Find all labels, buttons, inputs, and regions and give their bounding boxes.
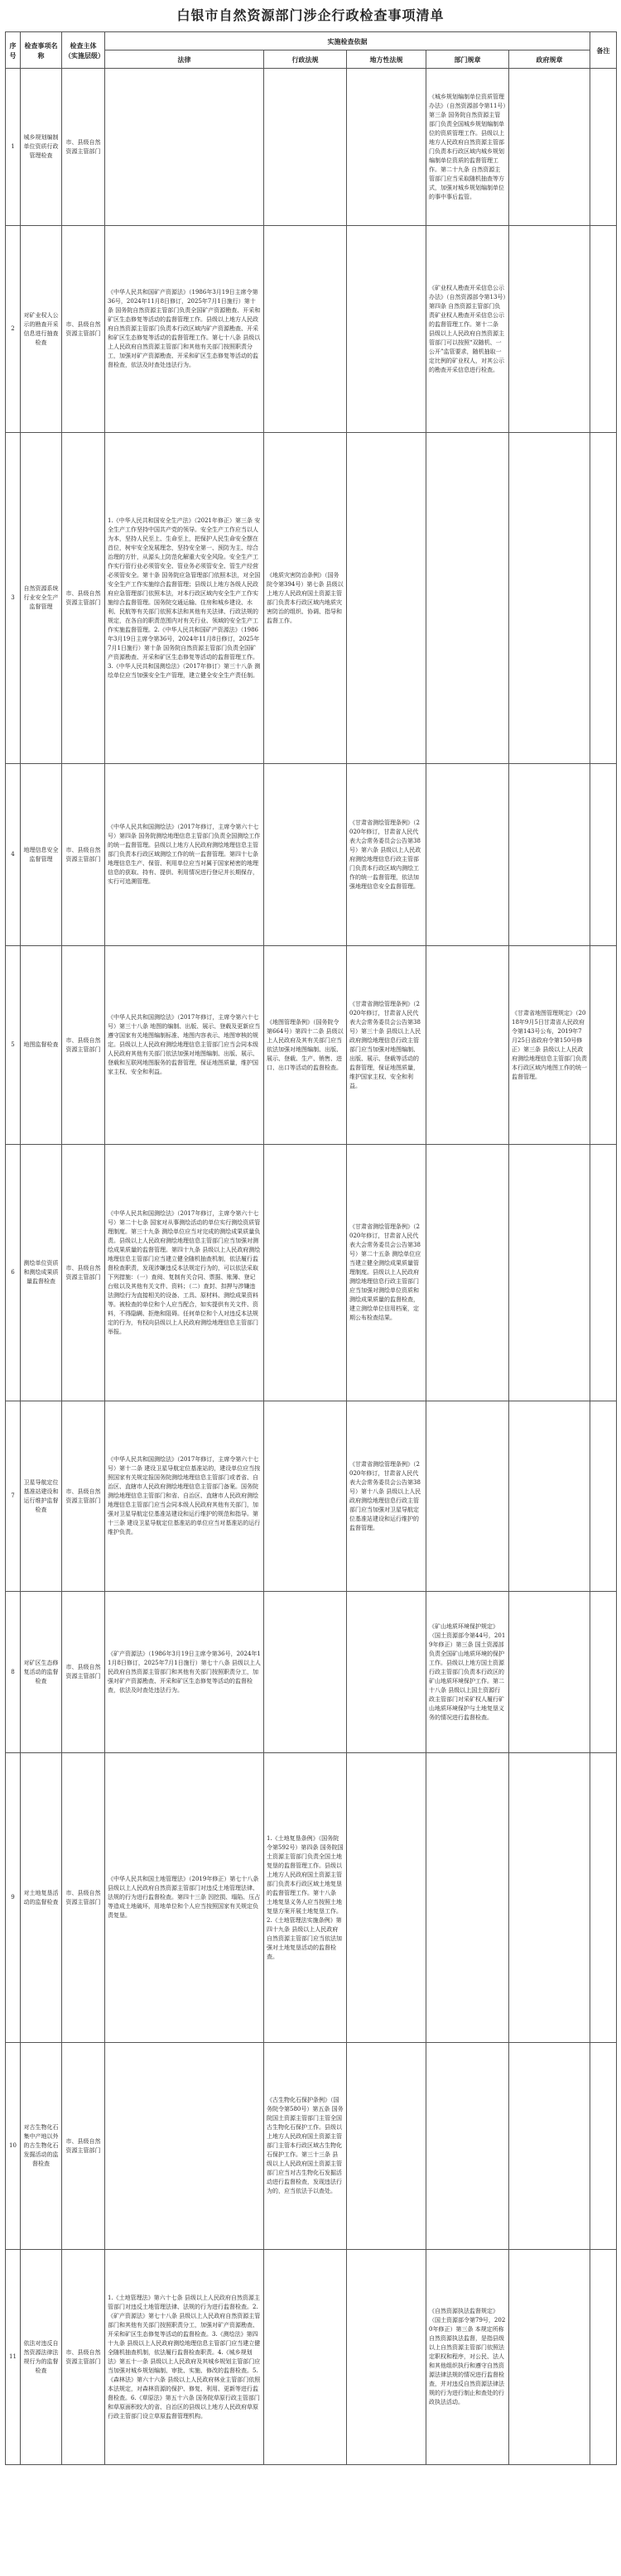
header-dept-rule: 部门规章 [426, 50, 509, 69]
table-header-row [6, 32, 617, 50]
table-body [6, 69, 617, 2465]
row-item-name: 依法对违反自然资源法律法规行为的监督检查 [21, 2250, 62, 2465]
row-item-name: 对矿区生态修复活动的监督检查 [21, 1592, 62, 1753]
row-no: 4 [6, 764, 21, 946]
row-law: 《中华人民共和国土地管理法》（2019年修正）第七十八条 县级以上人民政府自然资源主管部门对违反土地管理法律、法规的行为进行监督检查。第四十三条 因挖损、塌陷、压占等造成土地破坏，用地单位和个人应当按照国家有关规定负责复垦。 [105, 1753, 264, 2043]
row-law: 《中华人民共和国测绘法》（2017年修订，主席令第六十七号）第三十八条 地图的编制、出版、展示、登载及更新应当遵守国家有关地图编制标准、地图内容表示、地图审核的规定。县级以上人民政府测绘地理信息主管部门应当会同本级人民政府其他有关部门依法加强对地图编制、出版、展示、登载和互联网地图服务的监督管理，保证地图质量，维护国家主权、安全和利益。 [105, 946, 264, 1145]
row-dept-rule: 《矿山地质环境保护规定》（国土资源部令第44号，2019年修正）第三条 国土资源部负责全国矿山地质环境的保护工作。县级以上地方国土资源行政主管部门负责本行政区的矿山地质环境保护工作。第二十八条 县级以上国土资源行政主管部门对采矿权人履行矿山地质环境保护与土地复垦义务的情况进行监督检查。 [426, 1592, 509, 1753]
row-dept-rule [426, 1401, 509, 1592]
row-subject: 市、县级自然资源主管部门 [62, 764, 105, 946]
row-law: 1.《中华人民共和国安全生产法》（2021年修正）第三条 安全生产工作坚持中国共产党的领导。安全生产工作应当以人为本，坚持人民至上、生命至上，把保护人民生命安全摆在首位，树牢安全发展理念，坚持安全第一、预防为主、综合治理的方针，从源头上防范化解重大安全风险。安全生产工作实行管行业必须管安全、管业务必须管安全、管生产经营必须管安全。第十条 国务院应急管理部门依照本法，对全国安全生产工作实施综合监督管理；县级以上地方各级人民政府应急管理部门依照本法，对本行政区域内安全生产工作实施综合监督管理。国务院交通运输、住房和城乡建设、水利、民航等有关部门依照本法和其他有关法律、行政法规的规定，在各自的职责范围内对有关行业、领域的安全生产工作实施监督管理。2.《中华人民共和国矿产资源法》（1986年3月19日主席令第36号，2024年11月8日修订，2025年7月1日施行）第十条 国务院自然资源主管部门负责全国矿产资源勘查、开采和矿区生态修复等活动的监督管理工作。3.《中华人民共和国测绘法》（2017年修订）第三十八条 测绘单位应当加强安全生产管理，建立健全安全生产责任制。 [105, 433, 264, 764]
row-no: 6 [6, 1145, 21, 1401]
row-item-name: 地理信息安全监督管理 [21, 764, 62, 946]
row-item-name: 城乡规划编制单位资质行政管理检查 [21, 69, 62, 226]
row-note [590, 2043, 617, 2250]
header-admin-reg: 行政法规 [264, 50, 347, 69]
row-admin-reg: 《古生物化石保护条例》（国务院令第580号）第五条 国务院国土资源主管部门主管全国古生物化石保护工作。县级以上地方人民政府国土资源主管部门主管本行政区域古生物化石保护工作。第三十三条 县级以上人民政府国土资源主管部门应当对古生物化石发掘活动进行监督检查，发现违法行为的，应当依法予以查处。 [264, 2043, 347, 2250]
row-admin-reg [264, 2250, 347, 2465]
row-note [590, 1401, 617, 1592]
row-admin-reg: 《地质灾害防治条例》（国务院令第394号）第七条 县级以上地方人民政府国土资源主管部门负责本行政区域内地质灾害防治的组织、协调、指导和监督工作。 [264, 433, 347, 764]
header-item: 检查事项名称 [21, 32, 62, 69]
row-no: 7 [6, 1401, 21, 1592]
row-local-reg: 《甘肃省测绘管理条例》（2020年修订，甘肃省人民代表大会常务委员会公告第38号）第十八条 县级以上人民政府测绘地理信息行政主管部门应当加强对卫星导航定位基准站建设和运行维护的监督管理。 [347, 1401, 426, 1592]
table-row [6, 1401, 617, 1592]
row-local-reg [347, 433, 426, 764]
row-note [590, 69, 617, 226]
row-dept-rule [426, 764, 509, 946]
row-dept-rule [426, 946, 509, 1145]
row-dept-rule: 《矿业权人勘查开采信息公示办法》（自然资源部令第13号）第四条 自然资源主管部门负责矿业权人勘查开采信息公示的监督管理工作。第十二条 县级以上人民政府自然资源主管部门可以按照“双随机、一公开”监管要求，随机抽取一定比例的矿业权人，对其公示的勘查开采信息进行检查。 [426, 226, 509, 433]
table-row [6, 1753, 617, 2043]
row-no: 2 [6, 226, 21, 433]
row-law: 《矿产资源法》（1986年3月19日主席令第36号，2024年11月8日修订，2025年7月1日施行）第七十八条 县级以上人民政府自然资源主管部门和其他有关部门按照职责分工，加强对矿产资源勘查、开采和矿区生态修复等活动的监督检查，依法及时查处违法行为。 [105, 1592, 264, 1753]
page-title: 白银市自然资源部门涉企行政检查事项清单 [176, 7, 445, 23]
row-local-reg [347, 226, 426, 433]
header-basis: 实施检查依据 [105, 32, 590, 50]
row-note [590, 1145, 617, 1401]
row-subject: 市、县级自然资源主管部门 [62, 69, 105, 226]
row-admin-reg: 《地图管理条例》（国务院令第664号）第四十二条 县级以上人民政府及其有关部门应当依法加强对地图编制、出版、展示、登载、生产、销售、进口、出口等活动的监督检查。 [264, 946, 347, 1145]
row-item-name: 地图监督检查 [21, 946, 62, 1145]
table-row [6, 69, 617, 226]
row-subject: 市、县级自然资源主管部门 [62, 1145, 105, 1401]
row-local-reg [347, 1592, 426, 1753]
row-dept-rule [426, 1145, 509, 1401]
row-dept-rule [426, 2043, 509, 2250]
row-gov-rule [509, 1401, 590, 1592]
row-subject: 市、县级自然资源主管部门 [62, 226, 105, 433]
row-note [590, 1592, 617, 1753]
row-note [590, 1753, 617, 2043]
row-law: 1.《土地管理法》第六十七条 县级以上人民政府自然资源主管部门对违反土地管理法律、法规的行为进行监督检查。2.《矿产资源法》第七十八条 县级以上人民政府自然资源主管部门和其他有关部门按照职责分工，加强对矿产资源勘查、开采和矿区生态修复等活动的监督检查。3.《测绘法》第四十九条 县级以上人民政府测绘地理信息主管部门应当建立健全随机抽查机制，依法履行监督检查职责。4.《城乡规划法》第五十一条 县级以上人民政府及其城乡规划主管部门应当加强对城乡规划编制、审批、实施、修改的监督检查。5.《森林法》第六十六条 县级以上人民政府林业主管部门依照本法规定，对森林资源的保护、修复、利用、更新等进行监督检查。6.《草原法》第五十六条 国务院草原行政主管部门和草原面积较大的省、自治区的县级以上地方人民政府草原行政主管部门设立草原监督管理机构。 [105, 2250, 264, 2465]
row-admin-reg [264, 1401, 347, 1592]
row-item-name: 对土地复垦活动的监督检查 [21, 1753, 62, 2043]
row-subject: 市、县级自然资源主管部门 [62, 1753, 105, 2043]
table-row [6, 2043, 617, 2250]
header-note: 备注 [590, 32, 617, 69]
row-subject: 市、县级自然资源主管部门 [62, 946, 105, 1145]
row-no: 1 [6, 69, 21, 226]
row-local-reg: 《甘肃省测绘管理条例》（2020年修订，甘肃省人民代表大会常务委员会公告第38号）第二十五条 测绘单位应当建立健全测绘成果质量管理制度。县级以上人民政府测绘地理信息行政主管部门应当加强对测绘单位资质和测绘成果质量的监督检查，建立测绘单位信用档案，定期公布检查结果。 [347, 1145, 426, 1401]
row-admin-reg [264, 226, 347, 433]
table-row [6, 2250, 617, 2465]
table-row [6, 433, 617, 764]
row-item-name: 卫星导航定位基准站建设和运行维护监督检查 [21, 1401, 62, 1592]
row-dept-rule: 《自然资源执法监督规定》（国土资源部令第79号，2020年修正）第三条 本规定所称自然资源执法监督，是指县级以上自然资源主管部门依照法定职权和程序，对公民、法人和其他组织执行和遵守自然资源法律法规的情况进行监督检查，并对违反自然资源法律法规的行为进行制止和查处的行政执法活动。 [426, 2250, 509, 2465]
row-law: 《中华人民共和国测绘法》（2017年修订，主席令第六十七号）第四条 国务院测绘地理信息主管部门负责全国测绘工作的统一监督管理。县级以上地方人民政府测绘地理信息主管部门负责本行政区域测绘工作的统一监督管理。第四十七条 地理信息生产、保管、利用单位应当对属于国家秘密的地理信息的获取、持有、提供、利用情况进行登记并长期保存，实行可追溯管理。 [105, 764, 264, 946]
row-law: 《中华人民共和国矿产资源法》（1986年3月19日主席令第36号，2024年11月8日修订，2025年7月1日施行）第十条 国务院自然资源主管部门负责全国矿产资源勘查、开采和矿区生态修复等活动的监督管理工作。县级以上地方人民政府自然资源主管部门负责本行政区域内矿产资源勘查、开采和矿区生态修复等活动的监督管理工作。第七十八条 县级以上人民政府自然资源主管部门和其他有关部门按照职责分工，加强对矿产资源勘查、开采和矿区生态修复等活动的监督检查，依法及时查处违法行为。 [105, 226, 264, 433]
row-dept-rule [426, 1753, 509, 2043]
table-row [6, 1145, 617, 1401]
row-gov-rule [509, 2250, 590, 2465]
row-no: 10 [6, 2043, 21, 2250]
row-no: 5 [6, 946, 21, 1145]
row-admin-reg [264, 764, 347, 946]
row-local-reg [347, 1753, 426, 2043]
row-admin-reg [264, 1592, 347, 1753]
row-local-reg: 《甘肃省测绘管理条例》（2020年修订，甘肃省人民代表大会常务委员会公告第38号）第三十条 县级以上人民政府测绘地理信息行政主管部门应当加强对地图编制、出版、展示、登载等活动的监督管理，保证地图质量，维护国家主权、安全和利益。 [347, 946, 426, 1145]
row-law [105, 2043, 264, 2250]
row-note [590, 2250, 617, 2465]
row-item-name: 自然资源系统行业安全生产监督管理 [21, 433, 62, 764]
row-item-name: 测绘单位资质和测绘成果质量监督检查 [21, 1145, 62, 1401]
row-admin-reg: 1.《土地复垦条例》（国务院令第592号）第四条 国务院国土资源主管部门负责全国土地复垦的监督管理工作。县级以上地方人民政府国土资源主管部门负责本行政区域土地复垦的监督管理工作。第十八条 土地复垦义务人应当按照土地复垦方案开展土地复垦工作。2.《土地管理法实施条例》第四十九条 县级以上人民政府自然资源主管部门应当依法加强对土地复垦活动的监督检查。 [264, 1753, 347, 2043]
row-law: 《中华人民共和国测绘法》（2017年修订，主席令第六十七号）第十二条 建设卫星导航定位基准站的，建设单位应当按照国家有关规定报国务院测绘地理信息主管部门或者省、自治区、直辖市人民政府测绘地理信息主管部门备案。国务院测绘地理信息主管部门和省、自治区、直辖市人民政府测绘地理信息主管部门应当会同本级人民政府其他有关部门，加强对卫星导航定位基准站建设和运行维护的规范和指导。第十三条 建设卫星导航定位基准站的单位应当对基准站的运行维护负责。 [105, 1401, 264, 1592]
header-subject: 检查主体（实施层级） [62, 32, 105, 69]
row-local-reg: 《甘肃省测绘管理条例》（2020年修订，甘肃省人民代表大会常务委员会公告第38号）第六条 县级以上人民政府测绘地理信息行政主管部门负责本行政区域内测绘工作的统一监督管理，依法加强地理信息安全监督管理。 [347, 764, 426, 946]
row-note [590, 226, 617, 433]
row-dept-rule: 《城乡规划编制单位资质管理办法》（自然资源部令第11号）第三条 国务院自然资源主管部门负责全国城乡规划编制单位的资质管理工作。县级以上地方人民政府自然资源主管部门负责本行政区域内城乡规划编制单位资质的监督管理工作。第二十九条 自然资源主管部门应当采取随机抽查等方式，加强对城乡规划编制单位的事中事后监管。 [426, 69, 509, 226]
row-no: 11 [6, 2250, 21, 2465]
row-subject: 市、县级自然资源主管部门 [62, 433, 105, 764]
row-gov-rule [509, 226, 590, 433]
row-subject: 市、县级自然资源主管部门 [62, 2043, 105, 2250]
row-law [105, 69, 264, 226]
row-gov-rule [509, 433, 590, 764]
row-no: 9 [6, 1753, 21, 2043]
row-local-reg [347, 69, 426, 226]
row-item-name: 对古生物化石集中产地以外的古生物化石发掘活动的监督检查 [21, 2043, 62, 2250]
table-row [6, 764, 617, 946]
row-gov-rule: 《甘肃省地图管理规定》（2018年9月5日甘肃省人民政府令第143号公布，2019年7月25日省政府令第150号修正）第三条 县级以上人民政府测绘地理信息主管部门负责本行政区域内地图工作的统一监督管理。 [509, 946, 590, 1145]
row-admin-reg [264, 1145, 347, 1401]
inspection-table [5, 31, 617, 2465]
row-gov-rule [509, 2043, 590, 2250]
row-item-name: 对矿业权人公示的勘查开采信息进行抽查检查 [21, 226, 62, 433]
row-gov-rule [509, 69, 590, 226]
header-no: 序号 [6, 32, 21, 69]
row-law: 《中华人民共和国测绘法》（2017年修订，主席令第六十七号）第二十七条 国家对从事测绘活动的单位实行测绘资质管理制度。第三十九条 测绘单位应当对完成的测绘成果质量负责。县级以上人民政府测绘地理信息主管部门应当加强对测绘成果质量的监督管理。第四十九条 县级以上人民政府测绘地理信息主管部门应当建立健全随机抽查机制，依法履行监督检查职责，发现涉嫌违反本法规定行为的，可以依法采取下列措施：（一）查阅、复制有关合同、票据、账簿、登记台账以及其他有关文件、资料；（二）查封、扣押与涉嫌违法测绘行为直接相关的设备、工具、原材料、测绘成果资料等。被检查的单位和个人应当配合，如实提供有关文件、资料，不得隐瞒、拒绝和阻碍。任何单位和个人对违反本法规定的行为，有权向县级以上人民政府测绘地理信息主管部门举报。 [105, 1145, 264, 1401]
row-dept-rule [426, 433, 509, 764]
row-subject: 市、县级自然资源主管部门 [62, 1592, 105, 1753]
row-gov-rule [509, 1592, 590, 1753]
header-gov-rule: 政府规章 [509, 50, 590, 69]
row-note [590, 764, 617, 946]
row-gov-rule [509, 764, 590, 946]
row-subject: 市、县级自然资源主管部门 [62, 1401, 105, 1592]
row-no: 3 [6, 433, 21, 764]
row-admin-reg [264, 69, 347, 226]
row-note [590, 433, 617, 764]
row-gov-rule [509, 1753, 590, 2043]
row-local-reg [347, 2043, 426, 2250]
header-law: 法律 [105, 50, 264, 69]
row-local-reg [347, 2250, 426, 2465]
table-row [6, 946, 617, 1145]
row-subject: 市、县级自然资源主管部门 [62, 2250, 105, 2465]
header-local-reg: 地方性法规 [347, 50, 426, 69]
row-gov-rule [509, 1145, 590, 1401]
table-row [6, 1592, 617, 1753]
table-row [6, 226, 617, 433]
row-no: 8 [6, 1592, 21, 1753]
row-note [590, 946, 617, 1145]
